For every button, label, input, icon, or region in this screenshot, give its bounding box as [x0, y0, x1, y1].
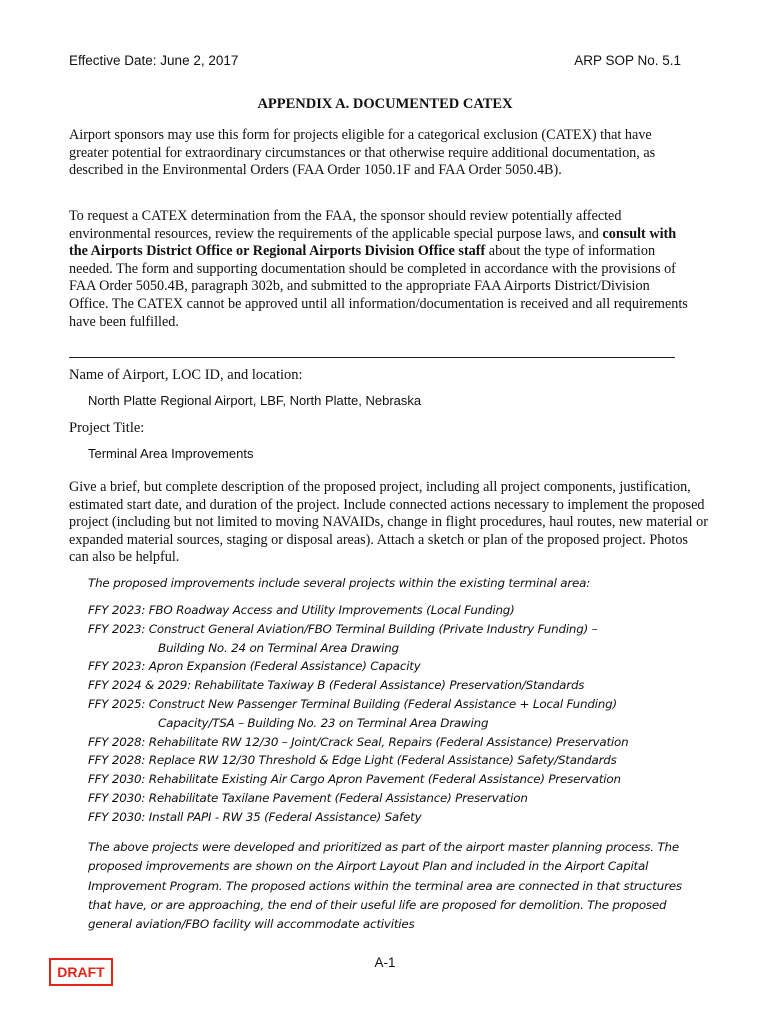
project-list [88, 601, 628, 827]
list-item: FFY 2023: Construct General Aviation/FBO Terminal Building (Private Industry Funding) – Building No. 24 on Terminal Area Drawing [88, 621, 598, 655]
instructions-paragraph [69, 208, 689, 331]
project-title-label: Project Title: [69, 420, 145, 436]
project-title-value: Terminal Area Improvements [88, 446, 254, 461]
list-item: FFY 2025: Construct New Passenger Terminal Building (Federal Assistance + Local Funding) Capacity/TSA – Building No. 23 on Terminal Area Drawing [88, 696, 617, 730]
list-item: FFY 2028: Rehabilitate RW 12/30 – Joint/Crack Seal, Repairs (Federal Assistance) Preservation [88, 734, 629, 749]
airport-value: North Platte Regional Airport, LBF, North Platte, Nebraska [88, 393, 422, 408]
list-item: FFY 2030: Rehabilitate Taxilane Pavement (Federal Assistance) Preservation [88, 790, 528, 805]
description-intro: The proposed improvements include several projects within the existing terminal area: [88, 576, 591, 590]
instructions-text-2: about the type of information needed. The form and supporting documentation should be completed in accordance with the provisions of FAA Order 5050.4B, paragraph 302b, and submitted to the appropriate FAA Airports District/Division Office. The CATEX cannot be approved until all information/documentation is received and all requirements have been fulfilled. [69, 243, 688, 330]
description-closing: The above projects were developed and prioritized as part of the airport master planning process. The proposed improvements are shown on the Airport Layout Plan and included in the Airport Capital Improvement Program. The proposed actions within the terminal area are connected in that structures that have, or are approaching, the end of their useful life are proposed for demolition. The proposed general aviation/FBO facility will accommodate activities [88, 840, 682, 932]
list-item: FFY 2030: Install PAPI - RW 35 (Federal Assistance) Safety [88, 809, 422, 824]
section-divider [69, 357, 675, 358]
list-item: FFY 2030: Rehabilitate Existing Air Cargo Apron Pavement (Federal Assistance) Preservation [88, 772, 621, 787]
list-item: FFY 2028: Replace RW 12/30 Threshold & Edge Light (Federal Assistance) Safety/Standards [88, 753, 617, 768]
instructions-bold: consult with the Airports District Office or Regional Airports Division Office staff [69, 225, 677, 260]
instructions-text-1: To request a CATEX determination from the FAA, the sponsor should review potentially affected environmental resources, review the requirements of the applicable special purpose laws, and [69, 208, 622, 242]
sop-number: ARP SOP No. 5.1 [574, 53, 681, 68]
list-item: FFY 2023: FBO Roadway Access and Utility Improvements (Local Funding) [88, 603, 515, 617]
page-title: APPENDIX A. DOCUMENTED CATEX [257, 96, 513, 112]
airport-label: Name of Airport, LOC ID, and location: [69, 367, 303, 383]
effective-date: Effective Date: June 2, 2017 [69, 53, 239, 68]
intro-paragraph: Airport sponsors may use this form for projects eligible for a categorical exclusion (CATEX) that have greater potential for extraordinary circumstances or that otherwise require additional documentation, as described in the Environmental Orders (FAA Order 1050.1F and FAA Order 5050.4B). [69, 127, 656, 179]
description-prompt: Give a brief, but complete description of the proposed project, including all project components, justification, estimated start date, and duration of the project. Include connected actions necessary to implement the proposed project (including but not limited to moving NAVAIDs, change in flight procedures, haul routes, new material or expanded material sources, staging or disposal areas). Attach a sketch or plan of the proposed project. Photos can also be helpful. [69, 479, 708, 566]
list-item: FFY 2023: Apron Expansion (Federal Assistance) Capacity [88, 659, 421, 674]
page-number: A-1 [374, 955, 396, 970]
draft-stamp: DRAFT [49, 958, 113, 986]
list-item: FFY 2024 & 2029: Rehabilitate Taxiway B (Federal Assistance) Preservation/Standards [88, 678, 585, 693]
